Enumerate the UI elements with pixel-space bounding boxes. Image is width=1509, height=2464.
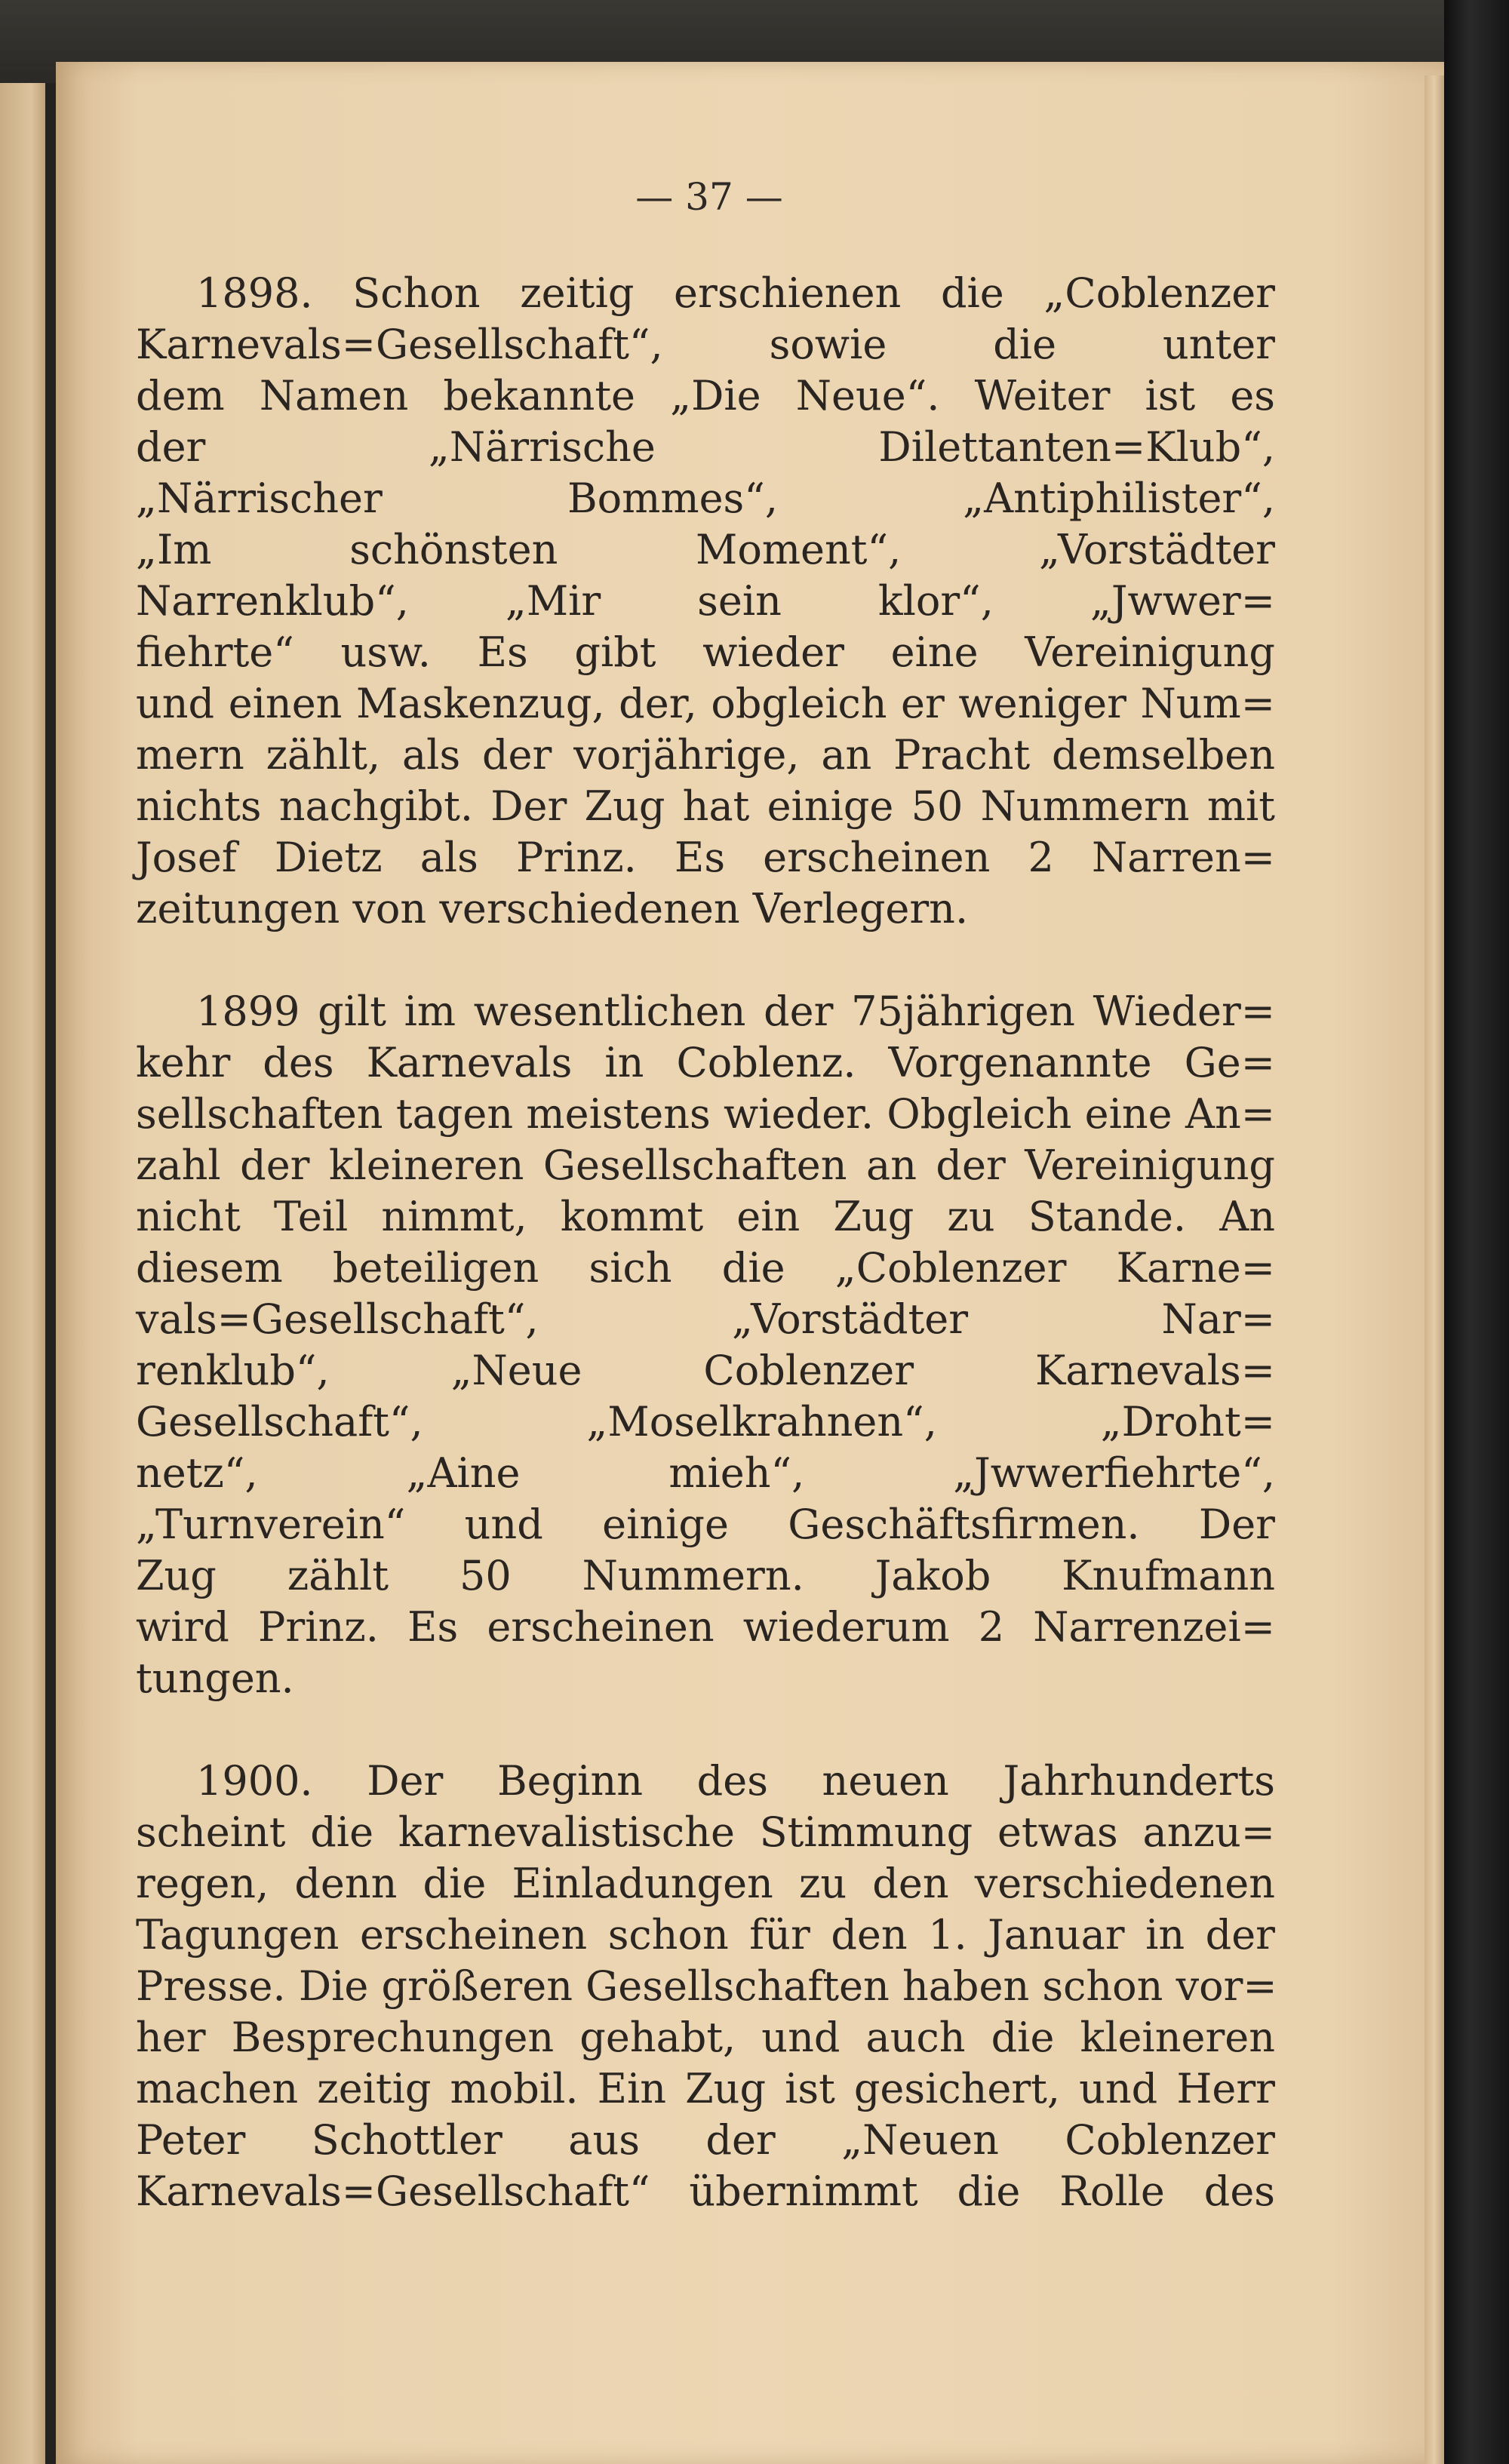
text-line: regen, denn die Einladungen zu den verschiedenen (136, 1860, 1275, 1907)
text-line: machen zeitig mobil. Ein Zug ist gesichert, und Herr (136, 2065, 1275, 2112)
text-line: Presse. Die größeren Gesellschaften haben schon vor= (136, 1962, 1277, 2010)
text-line: Narrenklub“, „Mir sein klor“, „Jwwer= (136, 577, 1275, 625)
text-line: diesem beteiligen sich die „Coblenzer Karne= (136, 1244, 1275, 1292)
text-line: nichts nachgibt. Der Zug hat einige 50 Nummern mit (136, 782, 1275, 830)
paragraph-1899 (136, 986, 1275, 1704)
text-line: Tagungen erscheinen schon für den 1. Januar in der (136, 1911, 1275, 1959)
text-line: fiehrte“ usw. Es gibt wieder eine Vereinigung (136, 628, 1275, 676)
text-line: vals=Gesellschaft“, „Vorstädter Nar= (136, 1295, 1275, 1343)
paragraph-1900 (136, 1756, 1275, 2217)
text-line: kehr des Karnevals in Coblenz. Vorgenannte Ge= (136, 1039, 1275, 1086)
page-stack-edge (1424, 75, 1444, 2464)
page-text (136, 268, 1275, 2269)
text-line: 1898. Schon zeitig erschienen die „Coblenzer (196, 269, 1275, 317)
text-line: dem Namen bekannte „Die Neue“. Weiter ist es (136, 372, 1275, 419)
text-line: netz“, „Aine mieh“, „Jwwerfiehrte“, (136, 1449, 1275, 1497)
text-line: sellschaften tagen meistens wieder. Obgleich eine An= (136, 1090, 1275, 1138)
text-line: nicht Teil nimmt, kommt ein Zug zu Stande. An (136, 1193, 1275, 1240)
text-line: Karnevals=Gesellschaft“, sowie die unter (136, 321, 1275, 368)
text-line: Josef Dietz als Prinz. Es erscheinen 2 Narren= (136, 834, 1275, 881)
text-line: „Turnverein“ und einige Geschäftsfirmen. Der (136, 1501, 1275, 1548)
text-line: zahl der kleineren Gesellschaften an der Vereinigung (136, 1141, 1275, 1189)
text-line: 1900. Der Beginn des neuen Jahrhunderts (196, 1757, 1275, 1805)
text-line: 1899 gilt im wesentlichen der 75jährigen Wieder= (196, 988, 1275, 1035)
text-line: der „Närrische Dilettanten=Klub“, (136, 423, 1275, 471)
text-line: Peter Schottler aus der „Neuen Coblenzer (136, 2116, 1275, 2164)
text-line: zeitungen von verschiedenen Verlegern. (136, 885, 969, 932)
text-line: Gesellschaft“, „Moselkrahnen“, „Droht= (136, 1398, 1275, 1446)
text-line: tungen. (136, 1654, 294, 1702)
paragraph-1898 (136, 268, 1275, 935)
text-line: renklub“, „Neue Coblenzer Karnevals= (136, 1347, 1275, 1394)
text-line: „Närrischer Bommes“, „Antiphilister“, (136, 475, 1275, 522)
text-line: mern zählt, als der vorjährige, an Pracht demselben (136, 731, 1275, 779)
facing-page-edge (0, 83, 45, 2464)
book-cover-edge (1444, 0, 1509, 2464)
text-line: und einen Maskenzug, der, obgleich er weniger Num= (136, 680, 1275, 727)
text-line: Karnevals=Gesellschaft“ übernimmt die Rolle des (136, 2168, 1275, 2215)
text-line: scheint die karnevalistische Stimmung etwas anzu= (136, 1808, 1275, 1856)
text-line: Zug zählt 50 Nummern. Jakob Knufmann (136, 1552, 1275, 1599)
text-line: her Besprechungen gehabt, und auch die kleineren (136, 2014, 1275, 2061)
text-line: wird Prinz. Es erscheinen wiederum 2 Narrenzei= (136, 1603, 1275, 1651)
page-number: — 37 — (635, 175, 783, 219)
text-line: „Im schönsten Moment“, „Vorstädter (136, 526, 1275, 573)
